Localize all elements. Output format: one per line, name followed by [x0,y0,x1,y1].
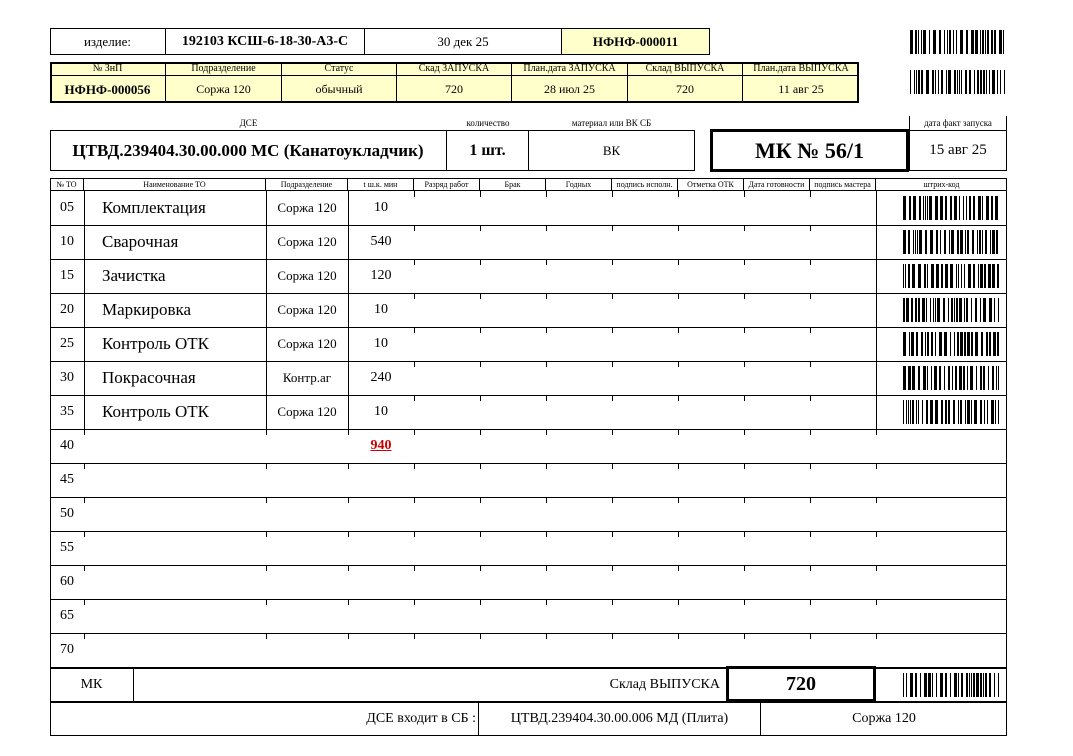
op-time-cell [348,599,414,633]
launch-label-edge [1006,116,1007,130]
op-name-cell [84,633,266,667]
column-tick [546,429,547,435]
footer-sb-label: ДСЕ входит в СБ : [50,702,479,736]
op-dept-cell [266,429,348,463]
column-tick [414,633,415,639]
footer-sb-value: ЦТВД.239404.30.00.006 МД (Плита) [479,702,761,736]
column-tick [612,395,613,401]
column-tick [414,191,415,197]
qty-label: количество [466,118,510,128]
column-tick [810,293,811,299]
op-no-cell: 35 [60,404,74,419]
column-tick [876,395,877,429]
column-tick [612,259,613,265]
op-no-cell: 40 [60,438,74,453]
column-tick [546,565,547,571]
column-tick [744,599,745,605]
column-tick [480,463,481,469]
op-master-sign-header: подпись мастера [810,178,876,191]
order-dept-value: Соржа 120 [166,76,282,103]
column-tick [678,361,679,367]
column-tick [414,327,415,333]
op-dept-cell: Соржа 120 [277,336,337,351]
column-tick [414,293,415,299]
op-dept-cell [266,599,348,633]
op-dept-cell: Соржа 120 [277,268,337,283]
op-time-cell: 10 [374,336,388,351]
op-time-cell [348,633,414,667]
barcode-header-bottom [910,70,1006,94]
column-tick [744,327,745,333]
op-dept-cell: Соржа 120 [277,302,337,317]
op-no-cell: 65 [60,608,74,623]
column-tick [480,565,481,571]
op-no-cell: 20 [60,302,74,317]
header-code: НФНФ-000011 [562,29,709,54]
column-tick [678,497,679,503]
op-no-cell: 15 [60,268,74,283]
column-tick [744,395,745,401]
material-value: ВК [602,142,621,158]
column-tick [810,497,811,503]
barcode-footer [903,673,999,697]
column-tick [612,531,613,537]
column-tick [612,293,613,299]
barcode-row [903,230,999,254]
op-dept-cell: Соржа 120 [277,200,337,215]
column-tick [480,361,481,367]
op-time-header: t ш.к. мин [348,178,414,191]
op-time-cell: 540 [370,234,392,249]
op-time-cell [348,463,414,497]
op-no-cell: 25 [60,336,74,351]
op-time-cell: 10 [374,302,388,317]
column-tick [678,429,679,435]
column-tick [876,293,877,327]
order-status-header: Статус [282,62,397,76]
column-tick [810,395,811,401]
order-launch-warehouse-header: Скад ЗАПУСКА [397,62,512,76]
column-tick [414,497,415,503]
column-tick [612,599,613,605]
column-tick [480,191,481,197]
op-dept-cell [266,565,348,599]
column-tick [678,191,679,197]
column-tick [480,531,481,537]
column-tick [744,225,745,231]
column-tick [546,191,547,197]
order-no-value: НФНФ-000056 [50,76,166,103]
footer-sklad-value: 720 [726,666,876,702]
column-tick [876,429,877,435]
column-tick [612,429,613,435]
column-tick [876,463,877,469]
order-no-header: № ЗнП [50,62,166,76]
column-tick [876,633,877,639]
column-tick [744,497,745,503]
column-tick [744,361,745,367]
column-tick [414,463,415,469]
op-dept-cell: Соржа 120 [277,404,337,419]
column-tick [810,531,811,537]
footer-mk-label: МК [50,668,134,702]
op-dept-cell [266,531,348,565]
op-dept-cell [266,497,348,531]
op-name-header: Наименование ТО [84,178,266,191]
column-tick [414,599,415,605]
dse-label: ДСЕ [239,118,258,128]
launch-label-divider [909,116,910,130]
column-tick [744,259,745,265]
barcode-row [903,196,999,220]
footer-sklad-label: Склад ВЫПУСКА [609,677,720,692]
op-worker-sign-header: подпись исполн. [612,178,678,191]
column-tick [678,259,679,265]
item-value: 192103 КСШ-6-18-30-А3-С [166,28,365,55]
column-tick [810,429,811,435]
op-no-cell: 30 [60,370,74,385]
op-dept-cell [266,633,348,667]
op-name-cell [84,599,266,633]
order-launch-date-header: План.дата ЗАПУСКА [512,62,628,76]
column-tick [546,463,547,469]
column-tick [546,395,547,401]
order-status-value: обычный [282,76,397,103]
op-no-cell: 50 [60,506,74,521]
op-otk-mark-header: Отметка ОТК [678,178,744,191]
column-tick [810,327,811,333]
column-tick [876,599,877,605]
column-tick [876,497,877,503]
column-tick [480,259,481,265]
column-tick [876,565,877,571]
column-tick [876,259,877,293]
op-no-cell: 60 [60,574,74,589]
column-tick [414,259,415,265]
op-name-cell: Контроль ОТК [102,402,209,421]
column-tick [480,293,481,299]
column-tick [546,259,547,265]
op-name-cell: Маркировка [102,300,192,319]
order-dept-header: Подразделение [166,62,282,76]
barcode-row [903,400,999,424]
column-tick [480,327,481,333]
column-tick [744,633,745,639]
column-tick [876,361,877,395]
column-tick [678,463,679,469]
op-time-cell [348,531,414,565]
column-tick [612,565,613,571]
op-name-cell [84,463,266,497]
column-tick [876,531,877,537]
launch-date-value: 15 авг 25 [909,130,1007,171]
op-time-cell: 940 [370,438,392,453]
column-tick [744,191,745,197]
op-no-cell: 55 [60,540,74,555]
column-tick [678,293,679,299]
op-ready-date-header: Дата готовности [744,178,810,191]
column-tick [480,633,481,639]
column-tick [744,565,745,571]
order-launch-date-value: 28 июл 25 [512,76,628,103]
column-tick [546,497,547,503]
op-name-cell: Комплектация [102,198,206,217]
column-tick [678,395,679,401]
order-release-warehouse-header: Склад ВЫПУСКА [628,62,743,76]
op-barcode-header: штрих-код [876,178,1007,191]
op-no-header: № ТО [50,178,84,191]
header-date: 30 дек 25 [365,28,562,55]
column-tick [612,497,613,503]
column-tick [678,599,679,605]
column-tick [414,225,415,231]
launch-date-label: дата факт запуска [924,118,992,128]
op-no-cell: 70 [60,642,74,657]
mk-number: МК № 56/1 [710,129,909,172]
column-tick [744,531,745,537]
column-tick [612,191,613,197]
column-tick [546,293,547,299]
column-tick [810,259,811,265]
column-tick [744,463,745,469]
op-dept-header: Подразделение [266,178,348,191]
op-name-cell [84,429,266,463]
column-tick [810,633,811,639]
column-tick [414,531,415,537]
column-tick [546,361,547,367]
op-dept-cell [266,463,348,497]
op-dept-cell: Контр.аг [282,370,332,385]
material-label: материал или ВК СБ [571,118,652,128]
footer-sb-dept: Соржа 120 [852,711,916,726]
op-name-cell [84,497,266,531]
column-tick [810,225,811,231]
column-tick [480,225,481,231]
op-dept-cell: Соржа 120 [277,234,337,249]
column-tick [480,599,481,605]
column-tick [612,361,613,367]
column-tick [810,191,811,197]
column-tick [678,225,679,231]
op-time-cell: 240 [370,370,392,385]
op-name-cell: Покрасочная [102,368,196,387]
op-no-cell: 10 [60,234,74,249]
barcode-row [903,264,999,288]
column-tick [546,225,547,231]
column-tick [612,463,613,469]
column-tick [612,327,613,333]
column-tick [876,327,877,361]
barcode-row [903,332,999,356]
column-tick [546,599,547,605]
column-tick [810,565,811,571]
op-time-cell [348,565,414,599]
op-time-cell [348,497,414,531]
op-good-header: Годных [546,178,612,191]
qty-value: 1 шт. [447,130,529,171]
column-tick [480,429,481,435]
order-release-date-value: 11 авг 25 [778,82,824,96]
order-launch-warehouse-value: 720 [397,76,512,103]
column-tick [546,531,547,537]
op-time-cell: 10 [374,200,388,215]
item-label: изделие: [50,28,166,55]
column-tick [810,361,811,367]
column-tick [678,565,679,571]
column-tick [744,293,745,299]
op-name-cell [84,531,266,565]
barcode-row [903,298,999,322]
column-tick [744,429,745,435]
dse-value: ЦТВД.239404.30.00.000 МС (Канатоукладчик) [50,130,447,171]
column-tick [612,633,613,639]
op-name-cell: Сварочная [102,232,179,251]
column-tick [876,225,877,259]
column-tick [414,429,415,435]
op-name-cell: Контроль ОТК [102,334,209,353]
op-name-cell [84,565,266,599]
column-tick [678,531,679,537]
column-tick [810,599,811,605]
column-tick [480,395,481,401]
op-defect-header: Брак [480,178,546,191]
column-tick [810,463,811,469]
column-tick [546,327,547,333]
op-no-cell: 05 [60,200,74,215]
op-name-cell: Зачистка [102,266,166,285]
op-time-cell: 120 [370,268,392,283]
column-tick [612,225,613,231]
barcode-header-top [910,30,1006,54]
order-release-date-header: План.дата ВЫПУСКА [743,62,859,76]
column-tick [414,565,415,571]
order-release-warehouse-value: 720 [628,76,743,103]
op-time-cell: 10 [374,404,388,419]
column-tick [678,327,679,333]
column-tick [414,395,415,401]
barcode-row [903,366,999,390]
column-tick [678,633,679,639]
op-no-cell: 45 [60,472,74,487]
op-grade-header: Разряд работ [414,178,480,191]
column-tick [876,191,877,225]
column-tick [480,497,481,503]
column-tick [414,361,415,367]
column-tick [546,633,547,639]
